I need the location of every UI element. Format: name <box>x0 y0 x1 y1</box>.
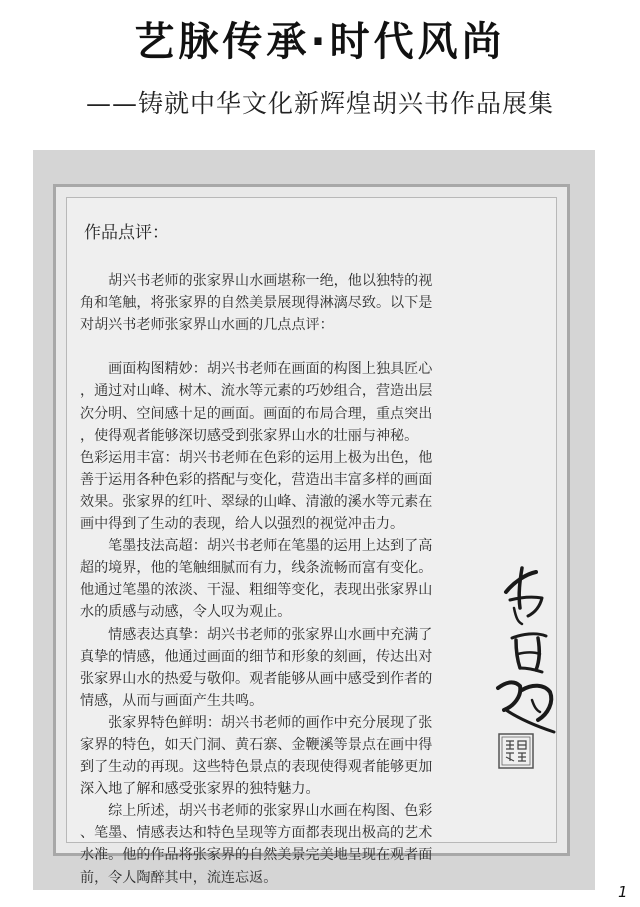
review-line: 到了生动的再现。这些特色景点的表现使得观者能够更加 <box>80 759 433 776</box>
review-line: 善于运用各种色彩的搭配与变化，营造出丰富多样的画面 <box>80 471 433 488</box>
page-title: 艺脉传承·时代风尚 <box>134 19 506 65</box>
review-line: 对胡兴书老师张家界山水画的几点点评： <box>80 317 334 334</box>
review-line: 情感表达真挚：胡兴书老师的张家界山水画中充满了 <box>80 626 433 643</box>
review-line: 效果。张家界的红叶、翠绿的山峰、清澈的溪水等元素在 <box>80 493 433 510</box>
review-line: 笔墨技法高超：胡兴书老师在笔墨的运用上达到了高 <box>80 538 433 555</box>
review-line: 超的境界，他的笔触细腻而有力，线条流畅而富有变化。 <box>80 560 433 577</box>
review-line: 他通过笔墨的浓淡、干湿、粗细等变化，表现出张家界山 <box>80 582 433 599</box>
review-line: 、笔墨、情感表达和特色呈现等方面都表现出极高的艺术 <box>80 825 433 842</box>
review-line: 家界的特色，如天门洞、黄石寨、金鞭溪等景点在画中得 <box>80 736 433 753</box>
review-line: 角和笔触，将张家界的自然美景展现得淋漓尽致。以下是 <box>80 295 433 312</box>
review-line: 胡兴书老师的张家界山水画堪称一绝，他以独特的视 <box>80 273 433 289</box>
review-heading: 作品点评： <box>84 223 169 243</box>
review-line: 水准。他的作品将张家界的自然美景完美地呈现在观者面 <box>80 847 433 864</box>
review-line: 情感，从而与画面产生共鸣。 <box>80 692 264 709</box>
review-line: 真挚的情感，他通过画面的细节和形象的刻画，传达出对 <box>80 648 433 665</box>
page-subtitle: ——铸就中华文化新辉煌胡兴书作品展集 <box>85 89 554 118</box>
page-number: 1 <box>618 883 628 901</box>
seal-stamp-icon <box>498 733 534 769</box>
review-line: 色彩运用丰富：胡兴书老师在色彩的运用上极为出色，他 <box>80 449 433 466</box>
review-line: 前，令人陶醉其中，流连忘返。 <box>80 869 278 886</box>
review-line <box>80 336 488 358</box>
calligraphy-signature-icon <box>492 560 564 740</box>
review-line: 深入地了解和感受张家界的独特魅力。 <box>80 781 320 798</box>
review-line: ，使得观者能够深切感受到张家界山水的壮丽与神秘。 <box>80 427 419 444</box>
review-line: 张家界山水的热爱与敬仰。观者能够从画中感受到作者的 <box>80 670 433 687</box>
review-line: 次分明、空间感十足的画面。画面的布局合理，重点突出 <box>80 405 433 422</box>
review-body <box>80 270 488 889</box>
review-line: 水的质感与动感，令人叹为观止。 <box>80 604 292 621</box>
review-line: 综上所述，胡兴书老师的张家界山水画在构图、色彩 <box>80 803 433 820</box>
review-line: 画中得到了生动的表现，给人以强烈的视觉冲击力。 <box>80 516 405 533</box>
review-line: ，通过对山峰、树木、流水等元素的巧妙组合，营造出层 <box>80 383 433 400</box>
review-line: 张家界特色鲜明：胡兴书老师的画作中充分展现了张 <box>80 714 433 731</box>
review-line: 画面构图精妙：胡兴书老师在画面的构图上独具匠心 <box>80 361 433 378</box>
